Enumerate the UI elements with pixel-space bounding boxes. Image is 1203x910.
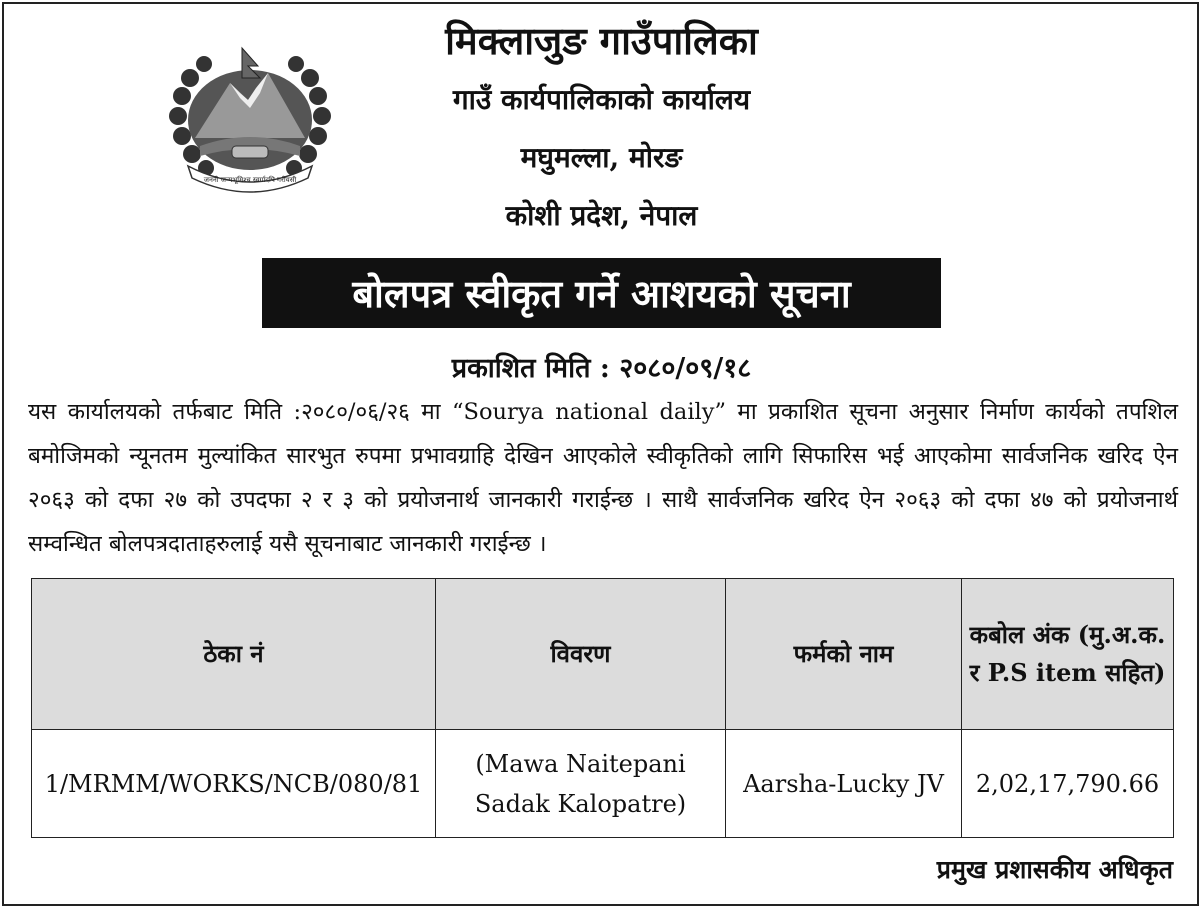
signatory-title: प्रमुख प्रशासकीय अधिकृत — [936, 855, 1173, 884]
header-bid-amount: कबोल अंक (मु.अ.क. र P.S item सहित) — [962, 579, 1174, 730]
cell-description: (Mawa Naitepani Sadak Kalopatre) — [436, 730, 726, 838]
bid-table — [31, 578, 1174, 838]
table-header-row — [32, 579, 1174, 730]
table-row — [32, 730, 1174, 838]
office-location: मघुमल्ला, मोरङ — [520, 141, 683, 174]
office-name: गाउँ कार्यपालिकाको कार्यालय — [452, 83, 751, 116]
cell-bid-amount: 2,02,17,790.66 — [962, 730, 1174, 838]
municipality-name: मिक्लाजुङ गाउँपालिका — [445, 18, 758, 63]
header-description: विवरण — [436, 579, 726, 730]
header-firm-name: फर्मको नाम — [726, 579, 962, 730]
published-date: प्रकाशित मिति : २०८०/०९/१८ — [451, 353, 752, 384]
header-contract-no: ठेका नं — [32, 579, 436, 730]
emblem-motto: जननी जन्मभूमिश्च स्वर्गादपि गरीयसी — [203, 176, 297, 184]
notice-body: यस कार्यालयको तर्फबाट मिति :२०८०/०६/२६ मा “Sourya national daily” मा प्रकाशित सूचना अनुसार निर्माण कार्यको तपशिल बमोजिमको न्यूनतम मुल्यांकित सारभुत रुपमा प्रभावग्राहि देखिन आएकोले स्वीकृतिको लागि सिफारिस भई आएकोमा सार्वजनिक खरिद ऐन २०६३ को दफा २७ को उपदफा २ र ३ को प्रयोजनार्थ जानकारी गराईन्छ । साथै सार्वजनिक खरिद ऐन २०६३ को दफा ४७ को प्रयोजनार्थ सम्वन्धित बोलपत्रदाताहरुलाई यसै सूचनाबाट जानकारी गराईन्छ । — [28, 399, 1178, 557]
cell-contract-no: 1/MRMM/WORKS/NCB/080/81 — [32, 730, 436, 838]
notice-title-banner: बोलपत्र स्वीकृत गर्ने आशयको सूचना — [262, 258, 941, 328]
cell-firm-name: Aarsha-Lucky JV — [726, 730, 962, 838]
province-name: कोशी प्रदेश, नेपाल — [505, 199, 698, 232]
